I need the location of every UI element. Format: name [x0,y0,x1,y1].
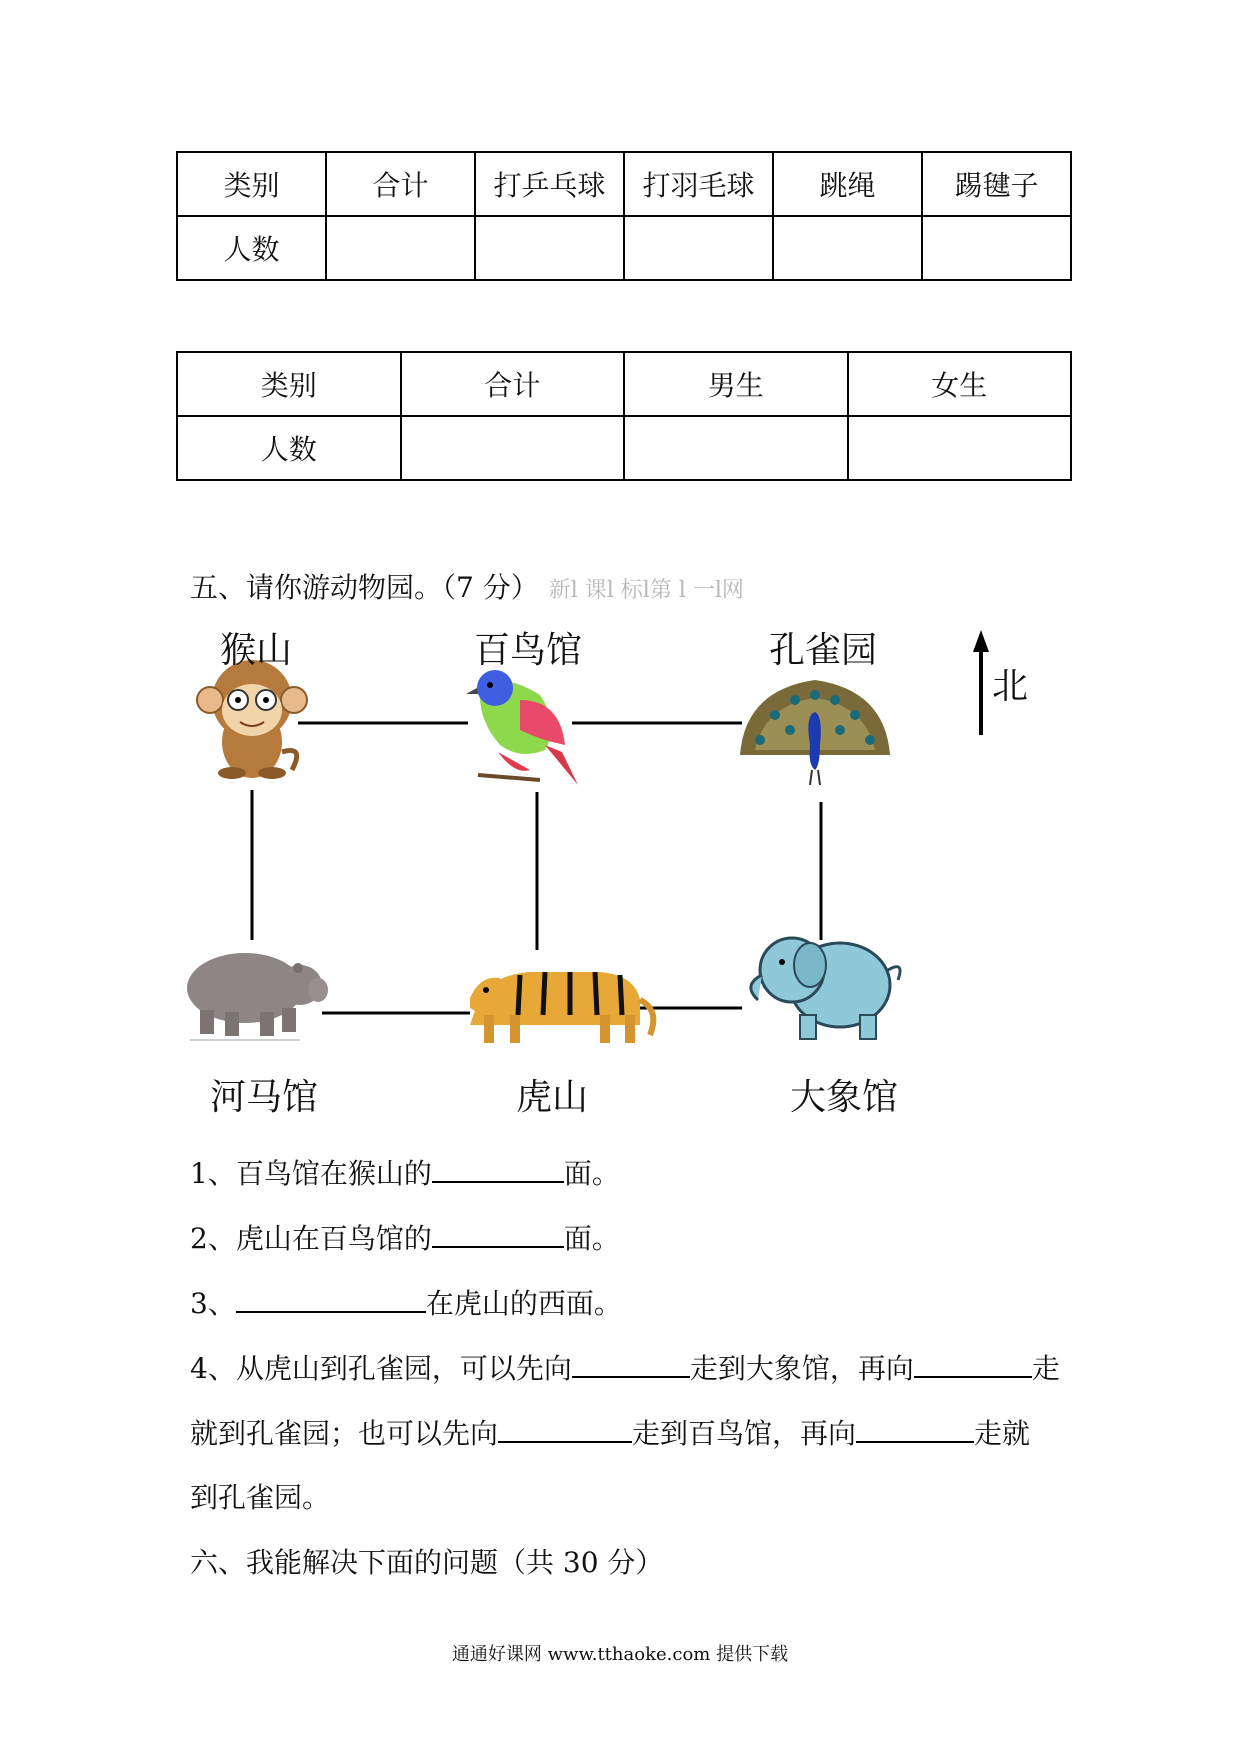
place-label-bird: 百鸟馆 [474,630,583,671]
question-4-line-3 [190,1476,330,1516]
answer-blank[interactable] [856,1411,974,1443]
tiger-icon [470,972,653,1043]
question-text: 走到百鸟馆，再向 [632,1417,857,1450]
question-4-line-2 [190,1411,1030,1452]
answer-blank[interactable] [914,1346,1032,1378]
question-text: 3、 [190,1287,236,1320]
question-text: 面。 [563,1222,620,1255]
place-label-hippo: 河马馆 [210,1077,319,1118]
question-text: 4、从虎山到孔雀园，可以先向 [190,1352,572,1385]
question-text: 走到大象馆，再向 [689,1352,914,1385]
row-label-cell: 人数 [177,216,326,280]
elephant-icon [751,938,900,1039]
answer-blank[interactable] [432,1151,564,1183]
question-text: 就到孔雀园；也可以先向 [190,1417,499,1450]
question-2 [190,1216,620,1257]
table-header-cell: 合计 [401,352,625,416]
place-label-elephant: 大象馆 [790,1077,899,1118]
row-label-cell: 人数 [177,416,401,480]
place-label-tiger: 虎山 [516,1077,589,1118]
north-label: 北 [992,666,1029,707]
table-header-cell: 男生 [624,352,848,416]
question-text: 面。 [563,1157,620,1190]
table-header-cell: 踢毽子 [922,152,1071,216]
question-text: 2、虎山在百鸟馆的 [190,1222,432,1255]
table-header-cell: 打羽毛球 [624,152,773,216]
bird-icon [466,670,578,785]
question-text: 1、百鸟馆在猴山的 [190,1157,432,1190]
monkey-icon [197,660,307,779]
section6-heading: 六、我能解决下面的问题（共 30 分） [190,1546,664,1579]
answer-blank[interactable] [498,1411,632,1443]
question-text: 走 [1031,1352,1060,1385]
table-header-cell: 类别 [177,352,401,416]
answer-blank[interactable] [572,1346,690,1378]
table-header-cell: 女生 [848,352,1072,416]
map-paths [252,723,821,1013]
question-text: 在虎山的西面。 [425,1287,622,1320]
north-arrow-icon [973,630,989,735]
place-label-peacock: 孔雀园 [769,630,878,671]
table-header-cell: 打乒乓球 [475,152,624,216]
section5-title: 五、请你游动物园。（7 分） [190,571,539,604]
watermark-text: 新l 课l 标l第 l 一l网 [548,578,744,603]
peacock-icon [740,680,890,785]
hippo-icon [187,953,328,1040]
place-label-monkey: 猴山 [220,630,293,671]
question-1 [190,1151,620,1192]
question-text: 到孔雀园。 [190,1481,331,1514]
table-header-cell: 类别 [177,152,326,216]
answer-blank[interactable] [236,1281,426,1313]
question-3 [190,1281,622,1322]
table-header-cell: 合计 [326,152,475,216]
question-text: 走就 [974,1417,1031,1450]
page-footer: 通通好课网 www.tthaoke.com 提供下载 [451,1644,789,1665]
answer-blank[interactable] [432,1216,564,1248]
table-header-cell: 跳绳 [773,152,922,216]
question-4-line-1 [190,1346,1060,1387]
